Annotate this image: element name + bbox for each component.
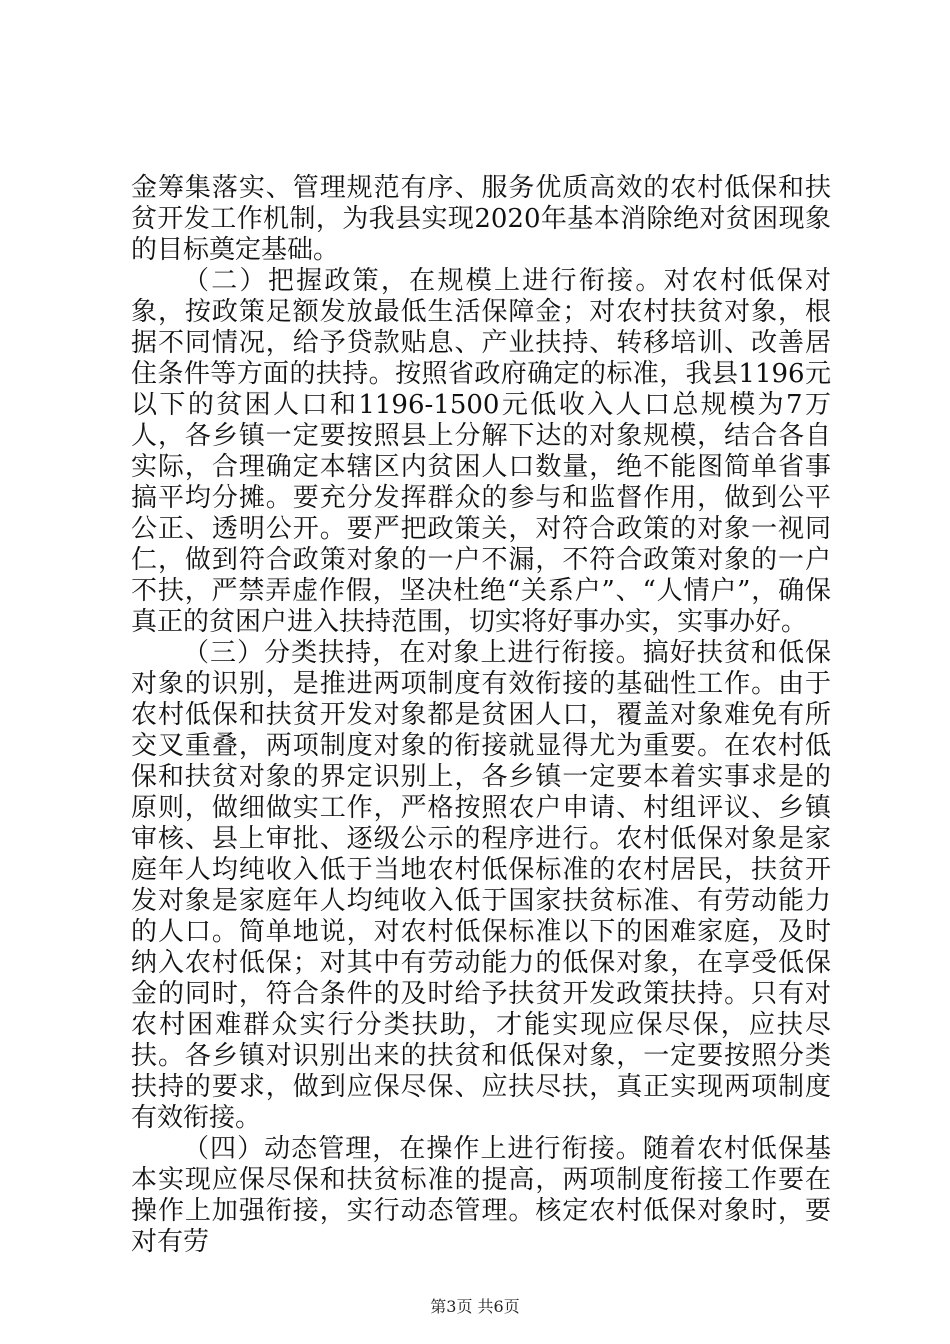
paragraph-continuation: 金筹集落实、管理规范有序、服务优质高效的农村低保和扶贫开发工作机制，为我县实现2020年基本消除绝对贫困现象的目标奠定基础。 bbox=[131, 173, 831, 265]
paragraph-section-4: （四）动态管理，在操作上进行衔接。随着农村低保基本实现应保尽保和扶贫标准的提高，两项制度衔接工作要在操作上加强衔接，实行动态管理。核定农村低保对象时，要对有劳 bbox=[131, 1134, 831, 1257]
paragraph-section-2: （二）把握政策，在规模上进行衔接。对农村低保对象，按政策足额发放最低生活保障金；对农村扶贫对象，根据不同情况，给予贷款贴息、产业扶持、转移培训、改善居住条件等方面的扶持。按照省政府确定的标准，我县1196元以下的贫困人口和1196-1500元低收入人口总规模为7万人，各乡镇一定要按照县上分解下达的对象规模，结合各自实际，合理确定本辖区内贫困人口数量，绝不能图简单省事搞平均分摊。要充分发挥群众的参与和监督作用，做到公平公正、透明公开。要严把政策关，对符合政策的对象一视同仁，做到符合政策对象的一户不漏，不符合政策对象的一户不扶，严禁弄虚作假，坚决杜绝“关系户”、“人情户”，确保真正的贫困户进入扶持范围，切实将好事办实，实事办好。 bbox=[131, 266, 831, 637]
paragraph-section-3: （三）分类扶持，在对象上进行衔接。搞好扶贫和低保对象的识别，是推进两项制度有效衔接的基础性工作。由于农村低保和扶贫开发对象都是贫困人口，覆盖对象难免有所交叉重叠，两项制度对象的衔接就显得尤为重要。在农村低保和扶贫对象的界定识别上，各乡镇一定要本着实事求是的原则，做细做实工作，严格按照农户申请、村组评议、乡镇审核、县上审批、逐级公示的程序进行。农村低保对象是家庭年人均纯收入低于当地农村低保标准的农村居民，扶贫开发对象是家庭年人均纯收入低于国家扶贫标准、有劳动能力的人口。简单地说，对农村低保标准以下的困难家庭，及时纳入农村低保；对其中有劳动能力的低保对象，在享受低保金的同时，符合条件的及时给予扶贫开发政策扶持。只有对农村困难群众实行分类扶助，才能实现应保尽保，应扶尽扶。各乡镇对识别出来的扶贫和低保对象，一定要按照分类扶持的要求，做到应保尽保、应扶尽扶，真正实现两项制度有效衔接。 bbox=[131, 638, 831, 1133]
document-body bbox=[131, 173, 831, 1258]
page-number-label: 第3页 共6页 bbox=[430, 1297, 520, 1316]
page-footer bbox=[0, 1297, 950, 1317]
